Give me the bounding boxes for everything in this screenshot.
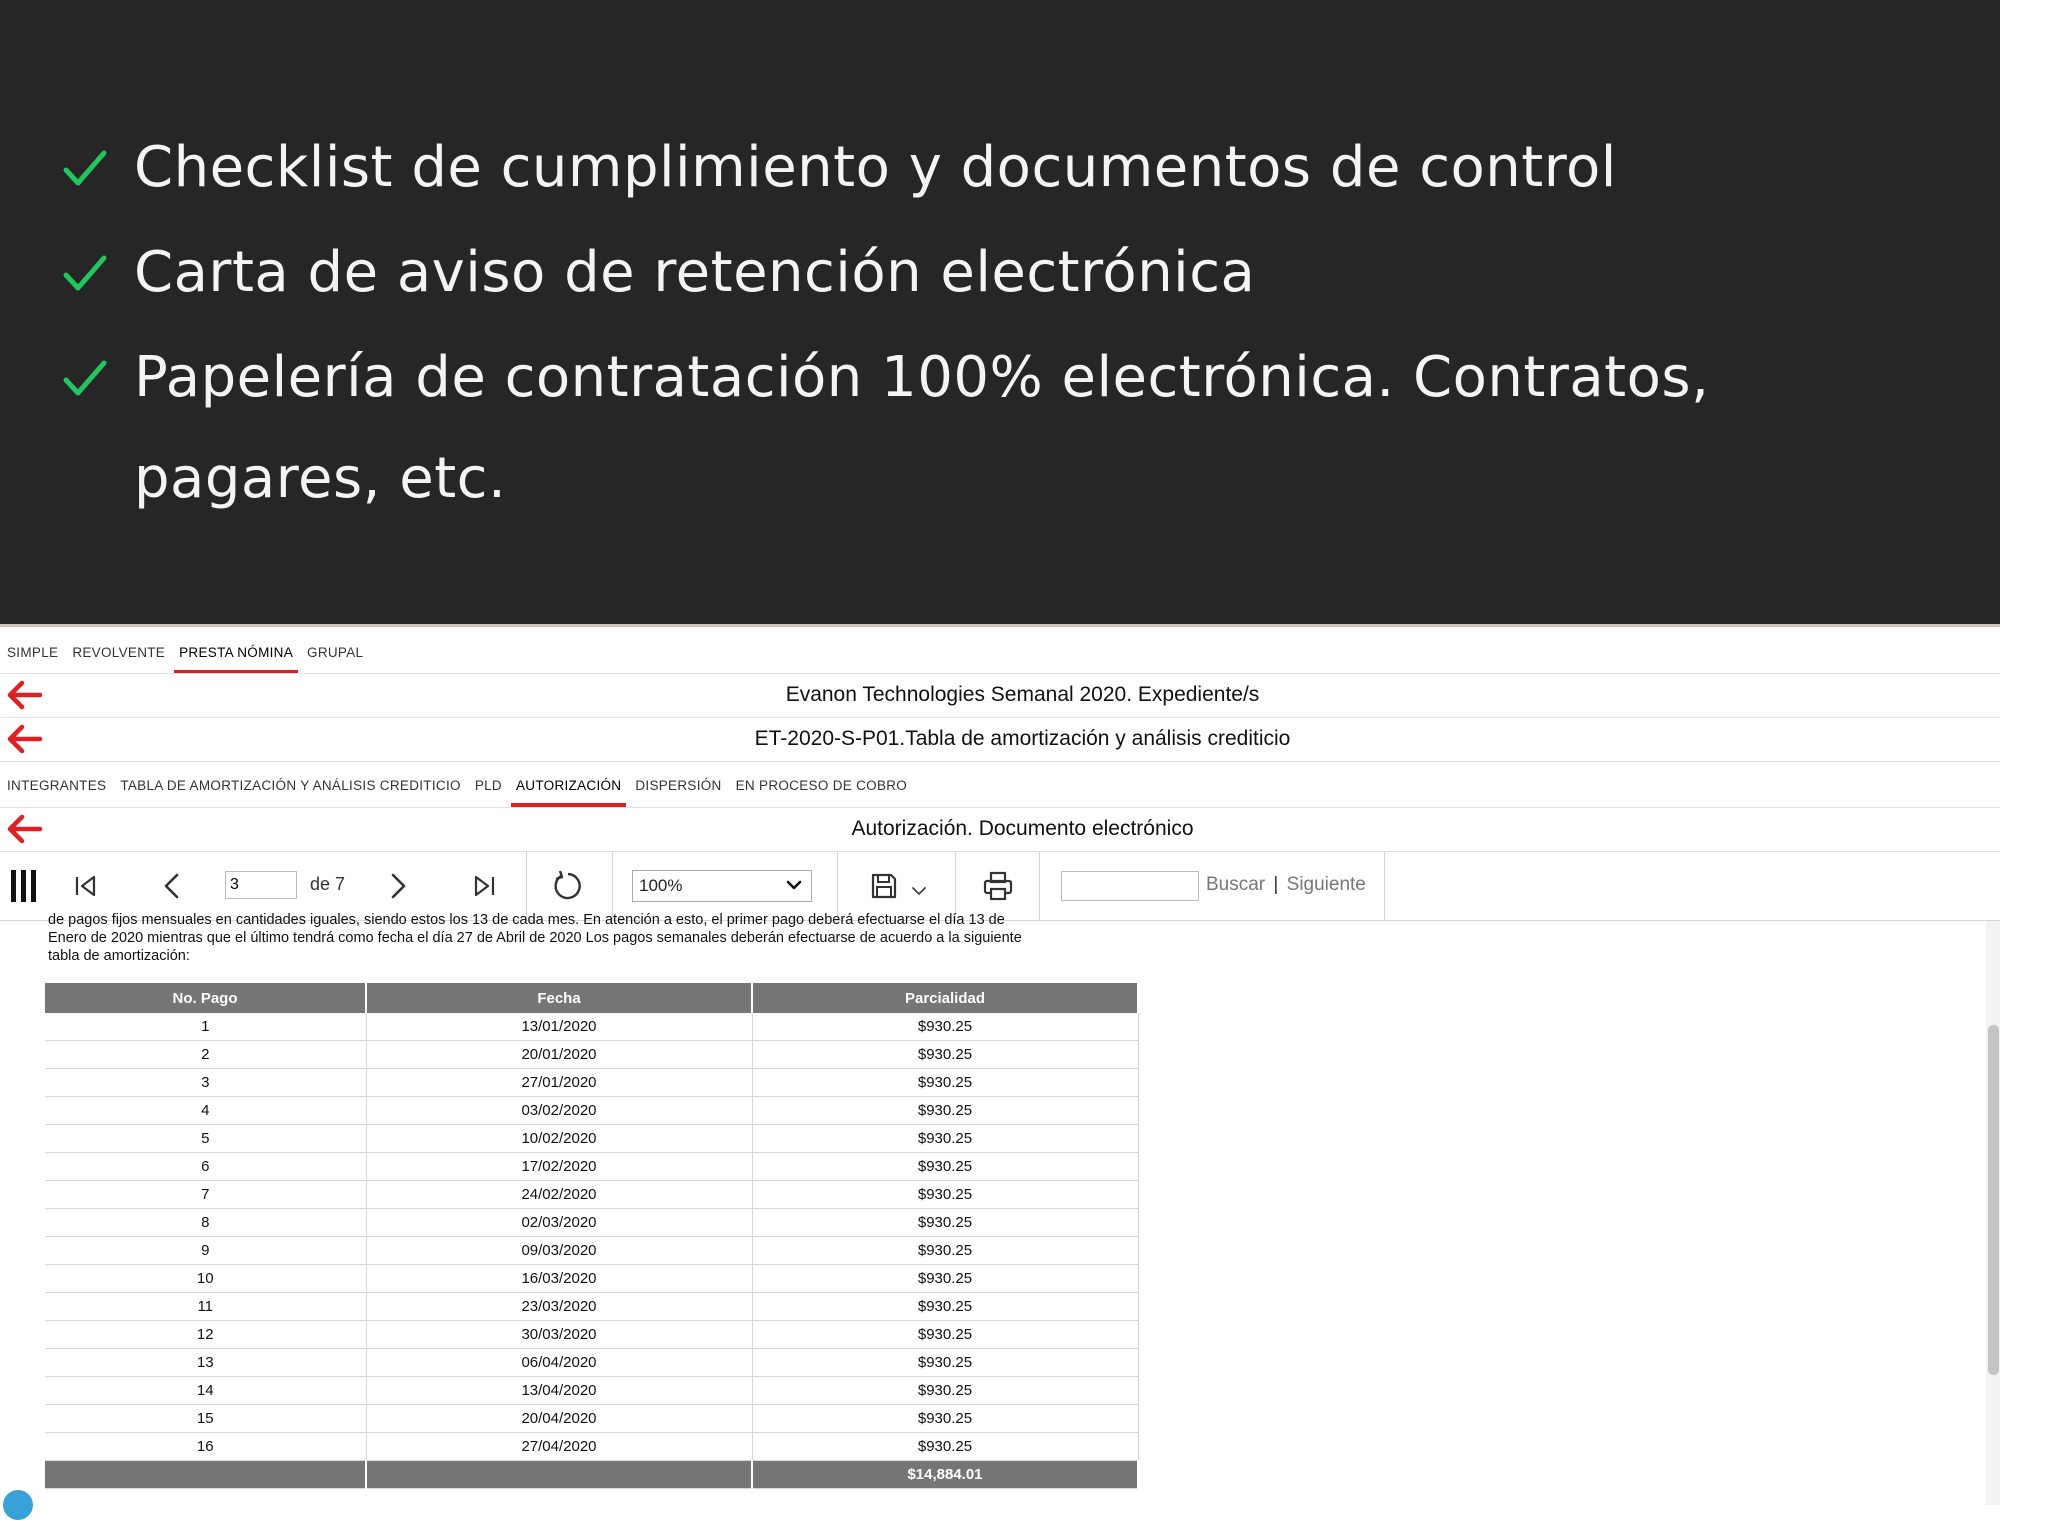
amortization-table [45, 983, 1139, 1489]
table-cell: 20/04/2020 [366, 1405, 752, 1433]
table-cell: $930.25 [752, 1097, 1138, 1125]
table-cell: $930.25 [752, 1209, 1138, 1237]
section-title-row [0, 808, 2000, 850]
printer-icon [981, 869, 1015, 903]
table-total-row [45, 1461, 1138, 1489]
table-cell: $930.25 [752, 1265, 1138, 1293]
tab-presta-nomina[interactable]: PRESTA NÓMINA [172, 632, 300, 674]
table-cell: 2 [45, 1041, 366, 1069]
checkmark-icon [60, 143, 110, 193]
bullet-continuation: pagares, etc. [134, 446, 507, 511]
tab-tabla-amortizacion[interactable]: TABLA DE AMORTIZACIÓN Y ANÁLISIS CREDITICIO [120, 778, 461, 793]
table-cell: 03/02/2020 [366, 1097, 752, 1125]
table-cell: 30/03/2020 [366, 1321, 752, 1349]
table-cell: 5 [45, 1125, 366, 1153]
table-cell: 13 [45, 1349, 366, 1377]
previous-page-button[interactable] [154, 866, 190, 906]
table-cell: 23/03/2020 [366, 1293, 752, 1321]
paragraph-line: Enero de 2020 mientras que el último tendrá como fecha el día 27 de Abril de 2020 Los pagos semanales deberán efectuarse de acuerdo a la siguiente [48, 930, 1022, 946]
group-title: Evanon Technologies Semanal 2020. Expediente/s [785, 683, 1260, 706]
divider [1384, 852, 1385, 920]
table-cell: $930.25 [752, 1181, 1138, 1209]
chevron-right-icon [386, 871, 410, 901]
tab-grupal[interactable]: GRUPAL [307, 645, 364, 660]
table-cell: 15 [45, 1405, 366, 1433]
chevron-left-icon [160, 871, 184, 901]
section-title: Autorización. Documento electrónico [851, 817, 1194, 840]
tab-dispersion[interactable]: DISPERSIÓN [635, 778, 722, 793]
table-cell: 4 [45, 1097, 366, 1125]
table-row [45, 1377, 1138, 1405]
bullet-text: Papelería de contratación 100% electrónica. Contratos, [134, 345, 1710, 410]
table-cell: 13/01/2020 [366, 1013, 752, 1041]
slide-header [0, 0, 2000, 624]
total-amount: $14,884.01 [752, 1461, 1138, 1489]
print-button[interactable] [978, 866, 1018, 906]
export-button[interactable] [862, 866, 936, 906]
zoom-select[interactable] [632, 870, 812, 902]
table-row [45, 1209, 1138, 1237]
table-cell: 14 [45, 1377, 366, 1405]
table-row [45, 1405, 1138, 1433]
table-cell: 10 [45, 1265, 366, 1293]
scrollbar-thumb[interactable] [1988, 1025, 1999, 1375]
bullet-text: Carta de aviso de retención electrónica [134, 240, 1256, 305]
table-cell: $930.25 [752, 1321, 1138, 1349]
tab-autorizacion[interactable]: AUTORIZACIÓN [509, 765, 628, 807]
column-header: Parcialidad [752, 983, 1138, 1013]
table-row [45, 1125, 1138, 1153]
table-cell: 06/04/2020 [366, 1349, 752, 1377]
file-title: ET-2020-S-P01.Tabla de amortización y análisis crediticio [754, 727, 1291, 750]
zoom-value: 100% [639, 876, 683, 895]
search-input[interactable] [1061, 871, 1199, 901]
table-cell: 10/02/2020 [366, 1125, 752, 1153]
column-header: No. Pago [45, 983, 366, 1013]
table-row [45, 1069, 1138, 1097]
checkmark-icon [60, 248, 110, 298]
table-cell: 6 [45, 1153, 366, 1181]
tab-simple[interactable]: SIMPLE [7, 645, 59, 660]
last-page-icon [470, 872, 498, 900]
table-cell: $930.25 [752, 1433, 1138, 1461]
table-cell: $930.25 [752, 1125, 1138, 1153]
table-row [45, 1097, 1138, 1125]
info-icon[interactable] [3, 1490, 33, 1520]
chevron-down-icon [785, 876, 803, 894]
first-page-button[interactable] [68, 866, 104, 906]
table-cell: 16/03/2020 [366, 1265, 752, 1293]
columns-icon [7, 866, 41, 906]
table-cell: $930.25 [752, 1349, 1138, 1377]
table-cell: $930.25 [752, 1013, 1138, 1041]
table-row [45, 1181, 1138, 1209]
paragraph-line: tabla de amortización: [48, 948, 190, 964]
table-cell: $930.25 [752, 1069, 1138, 1097]
divider [526, 852, 527, 920]
divider [1039, 852, 1040, 920]
refresh-icon [551, 869, 585, 903]
chevron-down-icon [909, 881, 929, 901]
table-cell: 1 [45, 1013, 366, 1041]
table-cell: 3 [45, 1069, 366, 1097]
table-cell [366, 1461, 752, 1489]
table-row [45, 1265, 1138, 1293]
paragraph-line: de pagos fijos mensuales en cantidades iguales, siendo estos los 13 de cada mes. En atención a esto, el primer pago deberá efectuarse el día 13 de [48, 912, 1005, 928]
table-row [45, 1321, 1138, 1349]
bullet-text: Checklist de cumplimiento y documentos de control [134, 135, 1617, 200]
next-match-link[interactable]: Siguiente [1286, 874, 1366, 895]
refresh-button[interactable] [548, 866, 588, 906]
find-separator: | [1273, 874, 1279, 895]
table-row [45, 1153, 1138, 1181]
checkmark-icon [60, 353, 110, 403]
table-cell [45, 1461, 366, 1489]
divider [0, 761, 2000, 762]
table-cell: 13/04/2020 [366, 1377, 752, 1405]
table-cell: 17/02/2020 [366, 1153, 752, 1181]
table-cell: $930.25 [752, 1293, 1138, 1321]
table-cell: 8 [45, 1209, 366, 1237]
table-row [45, 1349, 1138, 1377]
page-count: de 7 [310, 874, 346, 894]
table-cell: $930.25 [752, 1041, 1138, 1069]
table-cell: 20/01/2020 [366, 1041, 752, 1069]
tab-integrantes[interactable]: INTEGRANTES [7, 778, 107, 793]
table-cell: 02/03/2020 [366, 1209, 752, 1237]
divider [612, 852, 613, 920]
table-row [45, 1237, 1138, 1265]
table-row [45, 1013, 1138, 1041]
sidebar-toggle-button[interactable] [4, 866, 44, 906]
document-paragraph [48, 911, 1118, 965]
table-cell: 16 [45, 1433, 366, 1461]
table-cell: 09/03/2020 [366, 1237, 752, 1265]
last-page-button[interactable] [466, 866, 502, 906]
table-cell: 24/02/2020 [366, 1181, 752, 1209]
tab-revolvente[interactable]: REVOLVENTE [72, 645, 166, 660]
bullet-item [60, 345, 1709, 410]
find-controls [1206, 874, 1366, 896]
table-cell: $930.25 [752, 1237, 1138, 1265]
save-icon [869, 871, 899, 901]
group-title-row [0, 674, 2000, 716]
report-document [0, 912, 1985, 1505]
product-tabs [0, 632, 370, 674]
table-header-row [45, 983, 1138, 1013]
table-cell: 7 [45, 1181, 366, 1209]
table-cell: 27/04/2020 [366, 1433, 752, 1461]
table-cell: 27/01/2020 [366, 1069, 752, 1097]
column-header: Fecha [366, 983, 752, 1013]
divider [0, 624, 2000, 627]
bullet-item [60, 240, 1255, 305]
file-title-row [0, 718, 2000, 760]
table-cell: $930.25 [752, 1153, 1138, 1181]
table-body [45, 1013, 1138, 1489]
divider [837, 852, 838, 920]
search-link[interactable]: Buscar [1206, 874, 1266, 895]
next-page-button[interactable] [380, 866, 416, 906]
table-row [45, 1293, 1138, 1321]
table-row [45, 1433, 1138, 1461]
first-page-icon [72, 872, 100, 900]
table-cell: $930.25 [752, 1377, 1138, 1405]
table-row [45, 1041, 1138, 1069]
tab-en-proceso-de-cobro[interactable]: EN PROCESO DE COBRO [735, 778, 908, 793]
divider [955, 852, 956, 920]
bullet-item [60, 135, 1617, 200]
page-number-input[interactable] [225, 871, 297, 899]
table-cell: 12 [45, 1321, 366, 1349]
table-cell: 9 [45, 1237, 366, 1265]
table-cell: 11 [45, 1293, 366, 1321]
section-tabs [0, 765, 914, 807]
table-cell: $930.25 [752, 1405, 1138, 1433]
tab-pld[interactable]: PLD [474, 778, 502, 793]
